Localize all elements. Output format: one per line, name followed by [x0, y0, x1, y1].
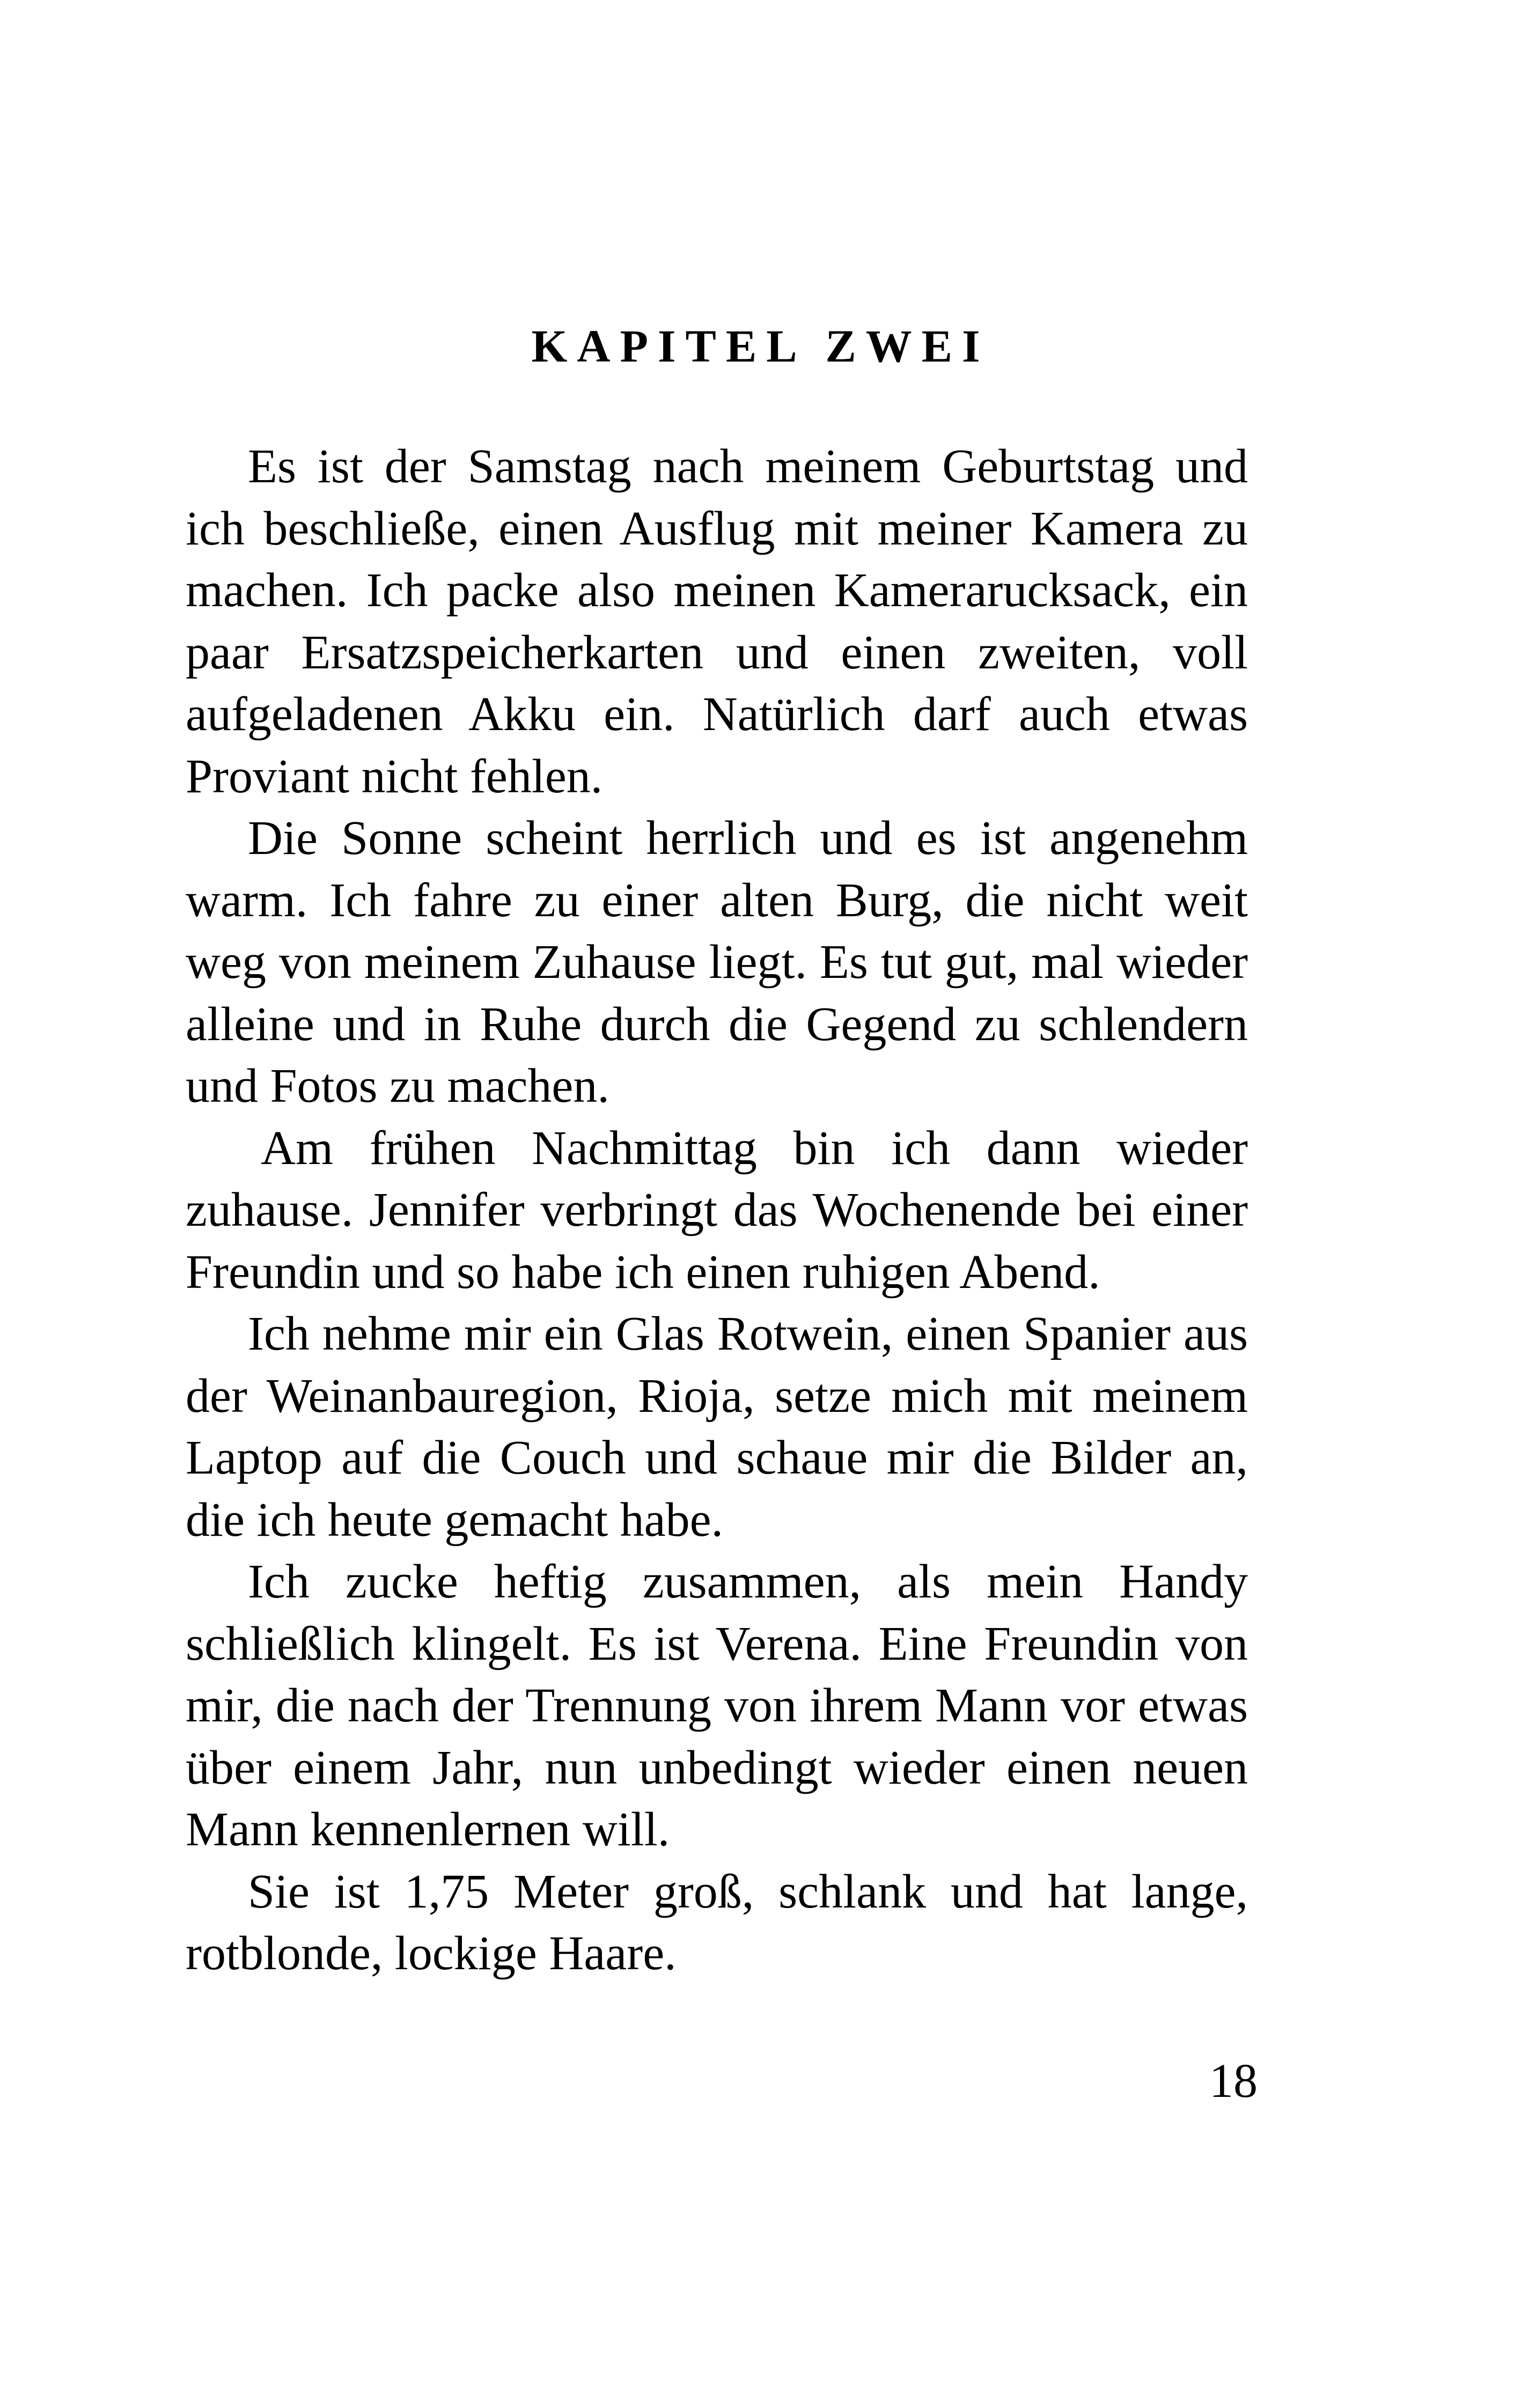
- page-number: 18: [1209, 2054, 1258, 2108]
- chapter-title: KAPITEL ZWEI: [531, 320, 990, 372]
- chapter-body: [186, 436, 1248, 1985]
- paragraph-4: Ich nehme mir ein Glas Rotwein, einen Spanier aus der Weinanbauregion, Rioja, setze mich mit meinem Laptop auf die Couch und schaue mir die Bilder an, die ich heute gemacht habe.: [186, 1307, 1248, 1547]
- paragraph-1: Es ist der Samstag nach meinem Geburtstag und ich beschließe, einen Ausflug mit meiner Kamera zu machen. Ich packe also meinen Kamerarucksack, ein paar Ersatzspeicherkarten und einen zweiten, voll aufgeladenen Akku ein. Natürlich darf auch etwas Proviant nicht fehlen.: [186, 440, 1248, 803]
- paragraph-3: Am frühen Nachmittag bin ich dann wieder zuhause. Jennifer verbringt das Wochenende bei einer Freundin und so habe ich einen ruhigen Abend.: [186, 1121, 1248, 1299]
- paragraph-2: Die Sonne scheint herrlich und es ist angenehm warm. Ich fahre zu einer alten Burg, die nicht weit weg von meinem Zuhause liegt. Es tut gut, mal wieder alleine und in Ruhe durch die Gegend zu schlendern und Fotos zu machen.: [186, 812, 1248, 1113]
- paragraph-5: Ich zucke heftig zusammen, als mein Handy schließlich klingelt. Es ist Verena. Eine Freundin von mir, die nach der Trennung von ihrem Mann vor etwas über einem Jahr, nun unbedingt wieder einen neuen Mann kennenlernen will.: [186, 1555, 1248, 1856]
- paragraph-6: Sie ist 1,75 Meter groß, schlank und hat lange, rotblonde, lockige Haare.: [186, 1865, 1248, 1980]
